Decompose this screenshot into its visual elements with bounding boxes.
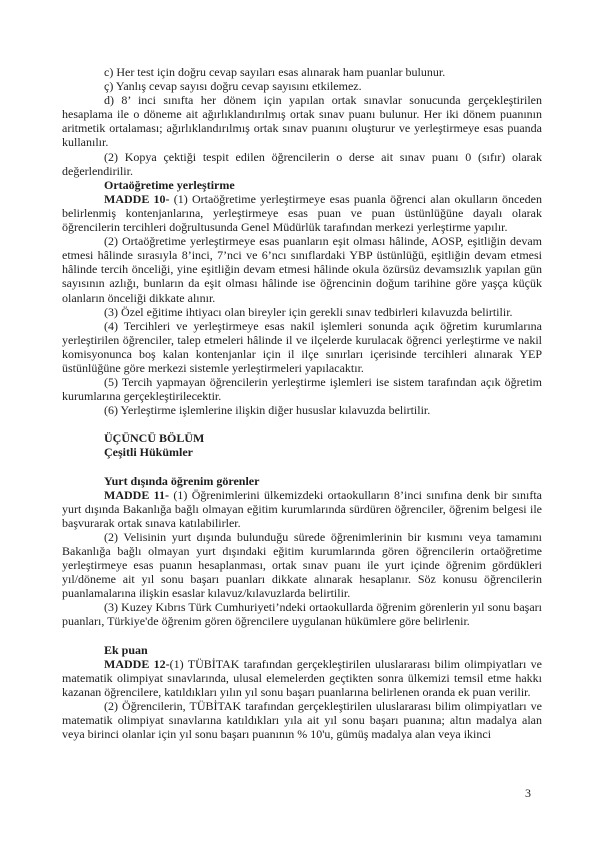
heading-text: Çeşitli Hükümler (104, 445, 193, 460)
paragraph-text: d) 8’ inci sınıfta her dönem için yapılan ortak sınavlar sonucunda gerçekleştirilen hesaplama ile o döneme ait ağırlıklandırılmış ortak sınav puanı bulunur. Her iki dönem puanının aritmetik ortalaması; ağırlıklandırılmış ortak sınav puanını oluşturur ve yerleştirmeye esas puanda kullanılır. (62, 93, 542, 150)
paragraph-text: (2) Velisinin yurt dışında bulunduğu sürede öğrenimlerinin bir kısmını veya tamamını Bakanlığa bağlı olmayan yurt dışındaki eğitim kurumlarında gören öğrencilerin ortaöğretime yerleştirmeye esas puanın hesaplanması, ortak sınav puanı ile yurt içinde öğrenim gördükleri yıl/döneme ait yıl sonu başarı puanları dikkate alınarak hesaplanır. Söz konusu öğrencilerin puanlamalarına ilişkin esaslar kılavuz/kılavuzlarda belirtilir. (62, 529, 542, 601)
paragraph-text: (3) Kuzey Kıbrıs Türk Cumhuriyeti’ndeki ortaokullarda öğrenim görenlerin yıl sonu başarı puanları, Türkiye'de öğrenim gören öğrencilere uygulanan hükümlere göre belirlenir. (62, 600, 542, 629)
article-number: MADDE 12- (104, 656, 170, 671)
paragraph (62, 234, 542, 304)
paragraph-text: (2) Öğrencilerin, TÜBİTAK tarafından gerçekleştirilen uluslararası bilim olimpiyatları ve matematik olimpiyat sınavlarına katıldıkları yıla ait yıl sonu başarı puanına; altın madalya alan veya birinci olanlar için yıl sonu başarı puanının % 10'u, gümüş madalya alan veya ikinci (62, 698, 542, 742)
paragraph (62, 657, 542, 699)
paragraph (62, 305, 542, 319)
page-number: 3 (525, 786, 531, 800)
article-heading (62, 178, 542, 192)
paragraph-text: (1) Öğrenimlerini ülkemizdeki ortaokulların 8’inci sınıfına denk bir sınıfta yurt dışında Bakanlığa bağlı olmayan eğitim kurumlarında sürdüren öğrenciler, öğrenim belgesi ile başvurarak ortak sınava katılabilirler. (62, 487, 542, 530)
paragraph (62, 150, 542, 178)
heading-text: ÜÇÜNCÜ BÖLÜM (104, 431, 205, 446)
article-number: MADDE 10- (104, 191, 174, 206)
article-heading (62, 643, 542, 657)
paragraph-text: (1) TÜBİTAK tarafından gerçekleştirilen uluslararası bilim olimpiyatları ve matematik olimpiyat sınavlarında, ulusal elemelerden geçtikten sonra ülkemizi temsil etme hakkı kazanan öğrencilere, katıldıkları yılın yıl sonu başarı puanlarına belirlenen oranda ek puan verilir. (62, 656, 542, 699)
paragraph (62, 319, 542, 375)
chapter-subheading (62, 445, 542, 459)
paragraph (62, 79, 542, 93)
article-heading (62, 474, 542, 488)
article-number: MADDE 11- (104, 487, 174, 502)
paragraph (62, 600, 542, 628)
paragraph-text: c) Her test için doğru cevap sayıları esas alınarak ham puanlar bulunur. (104, 65, 446, 79)
paragraph (62, 699, 542, 741)
paragraph (62, 375, 542, 403)
paragraph (62, 93, 542, 149)
document-body (62, 65, 542, 741)
paragraph-text: (2) Ortaöğretime yerleştirmeye esas puanların eşit olması hâlinde, AOSP, eşitliğin devam etmesi hâlinde sırasıyla 8’inci, 7’nci ve 6’ncı sınıflardaki YBP üstünlüğü, eşitliğin devam etmesi hâlinde tercih önceliği, yine eşitliğin devam etmesi hâlinde okula özürsüz devamsızlık yapılan gün sayısının azlığı, bunların da eşit olması hâlinde ise öğrencinin doğum tarihine göre yaşça küçük olanların önceliği dikkate alınır. (62, 234, 542, 305)
paragraph (62, 65, 542, 79)
paragraph-text: (6) Yerleştirme işlemlerine ilişkin diğer hususlar kılavuzda belirtilir. (104, 403, 431, 418)
heading-text: Ek puan (104, 642, 148, 657)
paragraph-text: (3) Özel eğitime ihtiyacı olan bireyler için gerekli sınav tedbirleri kılavuzda belirtilir. (104, 304, 513, 319)
paragraph-text: (4) Tercihleri ve yerleştirmeye esas nakil işlemleri sonunda açık öğretim kurumlarına yerleştirilen öğrenciler, talep etmeleri hâlinde il ve ilçelerde kurulacak öğrenci yerleştirme ve nakil komisyonunca boş kalan kontenjanlar için il ilçe sınırları içerisinde tercihleri alınarak YEP üstünlüğüne göre merkezi sistemle yerleştirmeleri yapılacaktır. (62, 318, 542, 375)
paragraph-text: (2) Kopya çektiği tespit edilen öğrencilerin o derse ait sınav puanı 0 (sıfır) olarak değerlendirilir. (62, 149, 542, 178)
heading-text: Yurt dışında öğrenim görenler (104, 473, 260, 488)
paragraph-text: ç) Yanlış cevap sayısı doğru cevap sayısını etkilemez. (104, 79, 362, 94)
paragraph (62, 530, 542, 600)
heading-text: Ortaöğretime yerleştirme (104, 177, 235, 192)
paragraph (62, 403, 542, 417)
paragraph-text: (5) Tercih yapmayan öğrencilerin yerleştirme işlemleri ise sistem tarafından açık öğretim kurumlarına gerçekleştirilecektir. (62, 375, 542, 404)
paragraph (62, 488, 542, 530)
paragraph (62, 192, 542, 234)
paragraph-text: (1) Ortaöğretime yerleştirmeye esas puanla öğrenci alan okulların önceden belirlenmiş kontenjanlarına, yerleştirmeye esas puan ve puan üstünlüğüne dayalı olarak öğrencilerin tercihleri doğrultusunda Genel Müdürlük tarafından merkezi yerleştirme yapılır. (62, 191, 542, 235)
chapter-heading (62, 431, 542, 445)
